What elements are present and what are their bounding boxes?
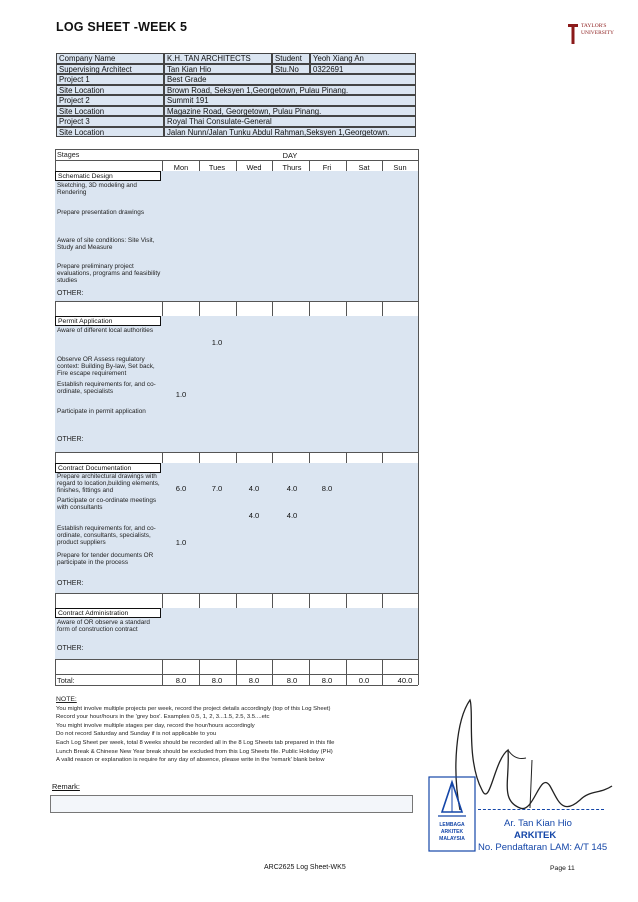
logo-line-2: UNIVERSITY xyxy=(581,29,614,36)
row-label-presentation: Prepare presentation drawings xyxy=(57,209,145,216)
grid-row-line xyxy=(55,659,418,660)
total-wed: 8.0 xyxy=(248,676,260,685)
total-fri: 8.0 xyxy=(321,676,333,685)
row-label-other-contract-admin: OTHER: xyxy=(57,645,84,652)
notes-block xyxy=(56,696,456,765)
note-line: Do not record Saturday and Sunday if is not applicable to you xyxy=(56,731,217,738)
total-sat: 0.0 xyxy=(358,676,370,685)
notes-heading: NOTE: xyxy=(56,696,77,703)
day-header-mon: Mon xyxy=(173,163,189,172)
site2-value: Magazine Road, Georgetown, Pulau Pinang. xyxy=(164,106,416,117)
stages-label: Stages xyxy=(57,150,80,159)
remark-label: Remark: xyxy=(52,782,80,791)
day-header-thurs: Thurs xyxy=(282,163,302,172)
section-contract-administration: Contract Administration xyxy=(55,608,161,618)
hours-r12-thurs[interactable]: 4.0 xyxy=(286,511,298,520)
row-label-meetings: Participate or co-ordinate meetings with consultants xyxy=(57,497,157,512)
note-line: You might involve multiple stages per day, record the hour/hours accordingly xyxy=(56,722,255,729)
project1-value: Best Grade xyxy=(164,74,416,85)
section-schematic-design: Schematic Design xyxy=(55,171,161,181)
hours-r13-mon[interactable]: 1.0 xyxy=(175,538,187,547)
section-contract-documentation: Contract Documentation xyxy=(55,463,161,473)
grid-row-line xyxy=(55,452,418,453)
hours-r11-tues[interactable]: 7.0 xyxy=(211,484,223,493)
row-label-tender: Prepare for tender documents OR participate in the process xyxy=(57,552,154,567)
total-label: Total: xyxy=(57,676,75,685)
architect-name: Ar. Tan Kian Hio xyxy=(504,818,572,829)
company-label: Company Name xyxy=(56,53,164,64)
hours-r11-thurs[interactable]: 4.0 xyxy=(286,484,298,493)
row-label-other-schematic: OTHER: xyxy=(57,290,84,297)
total-thurs: 8.0 xyxy=(286,676,298,685)
row-label-sketching: Sketching, 3D modeling and Rendering xyxy=(57,182,137,197)
day-label: DAY xyxy=(282,151,298,160)
day-header-fri: Fri xyxy=(322,163,332,172)
architect-role: ARKITEK xyxy=(514,830,557,841)
seal-line-1: LEMBAGA xyxy=(439,822,465,828)
hours-r11-fri[interactable]: 8.0 xyxy=(321,484,333,493)
section-permit-application: Permit Application xyxy=(55,316,161,326)
total-tues: 8.0 xyxy=(211,676,223,685)
total-mon: 8.0 xyxy=(175,676,187,685)
row-label-other-permit: OTHER: xyxy=(57,436,84,443)
page-number: Page 11 xyxy=(550,865,575,872)
seal-line-2: ARKITEK xyxy=(440,829,464,835)
project1-label: Project 1 xyxy=(56,74,164,85)
site3-value: Jalan Nunn/Jalan Tunku Abdul Rahman,Seksyen 1,Georgetown. xyxy=(164,127,416,138)
total-week: 40.0 xyxy=(397,676,413,685)
row-label-other-contract-doc: OTHER: xyxy=(57,580,84,587)
hours-r11-mon[interactable]: 6.0 xyxy=(175,484,187,493)
day-header-sat: Sat xyxy=(358,163,370,172)
stamp-dashed-line xyxy=(478,809,604,810)
note-line: A valid reason or explanation is require for any day of absence, please write in the 'remark' blank below xyxy=(56,757,325,764)
site1-value: Brown Road, Seksyen 1,Georgetown, Pulau Pinang. xyxy=(164,85,416,96)
grid-row-line xyxy=(55,301,418,302)
stuno-value: 0322691 xyxy=(310,64,416,75)
remark-field[interactable] xyxy=(50,795,413,813)
student-label: Student xyxy=(272,53,310,64)
lam-seal xyxy=(428,776,476,852)
supervising-label: Supervising Architect xyxy=(56,64,164,75)
grid-row-line xyxy=(55,149,418,150)
note-line: You might involve multiple projects per week, record the project details accordingly (top of this Log Sheet) xyxy=(56,705,331,712)
project3-value: Royal Thai Consulate-General xyxy=(164,116,416,127)
seal-line-3: MALAYSIA xyxy=(439,836,465,842)
row-label-local-authorities: Aware of different local authorities xyxy=(57,327,154,334)
hours-r12-wed[interactable]: 4.0 xyxy=(248,511,260,520)
row-label-consultants: Establish requirements for, and co-ordinate, consultants, specialists, product suppliers xyxy=(57,525,156,547)
day-header-sun: Sun xyxy=(393,163,407,172)
site1-label: Site Location xyxy=(56,85,164,96)
supervising-value: Tan Kian Hio xyxy=(164,64,272,75)
grid-row-line xyxy=(55,160,418,161)
day-header-tues: Tues xyxy=(208,163,226,172)
hours-r6-tues[interactable]: 1.0 xyxy=(211,338,223,347)
student-value: Yeoh Xiang An xyxy=(310,53,416,64)
grid-row-line xyxy=(55,685,418,686)
row-label-regulatory: Observe OR Assess regulatory context: Building By-law, Set back, Fire escape requirement xyxy=(57,356,155,378)
day-header-wed: Wed xyxy=(246,163,262,172)
project2-label: Project 2 xyxy=(56,95,164,106)
page-title: LOG SHEET -WEEK 5 xyxy=(56,20,188,34)
grid-col-line xyxy=(418,149,419,685)
note-line: Each Log Sheet per week, total 8 weeks should be recorded all in the 8 Log Sheets tab prepared in this file xyxy=(56,739,335,746)
hours-r8-mon[interactable]: 1.0 xyxy=(175,390,187,399)
architect-reg-no: No. Pendaftaran LAM: A/T 145 xyxy=(478,842,608,853)
row-label-specialists: Establish requirements for, and co-ordinate, specialists xyxy=(57,381,156,396)
note-line: Lunch Break & Chinese New Year break should be excluded from this Log Sheets file. Public Holiday (PH) xyxy=(56,748,333,755)
row-label-construction-contract: Aware of OR observe a standard form of construction contract xyxy=(57,619,150,634)
grid-row-line xyxy=(55,593,418,594)
hours-r11-wed[interactable]: 4.0 xyxy=(248,484,260,493)
footer-doc-name: ARC2625 Log Sheet-WK5 xyxy=(264,864,346,871)
project2-value: Summit 191 xyxy=(164,95,416,106)
site2-label: Site Location xyxy=(56,106,164,117)
row-label-preliminary: Prepare preliminary project evaluations, programs and feasibility studies xyxy=(57,263,161,285)
row-label-architectural-drawings: Prepare architectural drawings with regard to location,building elements, finishes, fittings and xyxy=(57,473,160,495)
row-label-permit: Participate in permit application xyxy=(57,408,146,415)
logo-line-1: TAYLOR'S xyxy=(581,23,607,29)
stuno-label: Stu.No xyxy=(272,64,310,75)
note-line: Record your hour/hours in the 'grey box'. Examples 0.5, 1, 2, 3...1.5, 2.5, 3.5....etc xyxy=(56,714,270,721)
grid-row-line xyxy=(55,674,418,675)
row-label-site-conditions: Aware of site conditions: Site Visit, Study and Measure xyxy=(57,237,155,252)
company-value: K.H. TAN ARCHITECTS xyxy=(164,53,272,64)
site3-label: Site Location xyxy=(56,127,164,138)
project3-label: Project 3 xyxy=(56,116,164,127)
